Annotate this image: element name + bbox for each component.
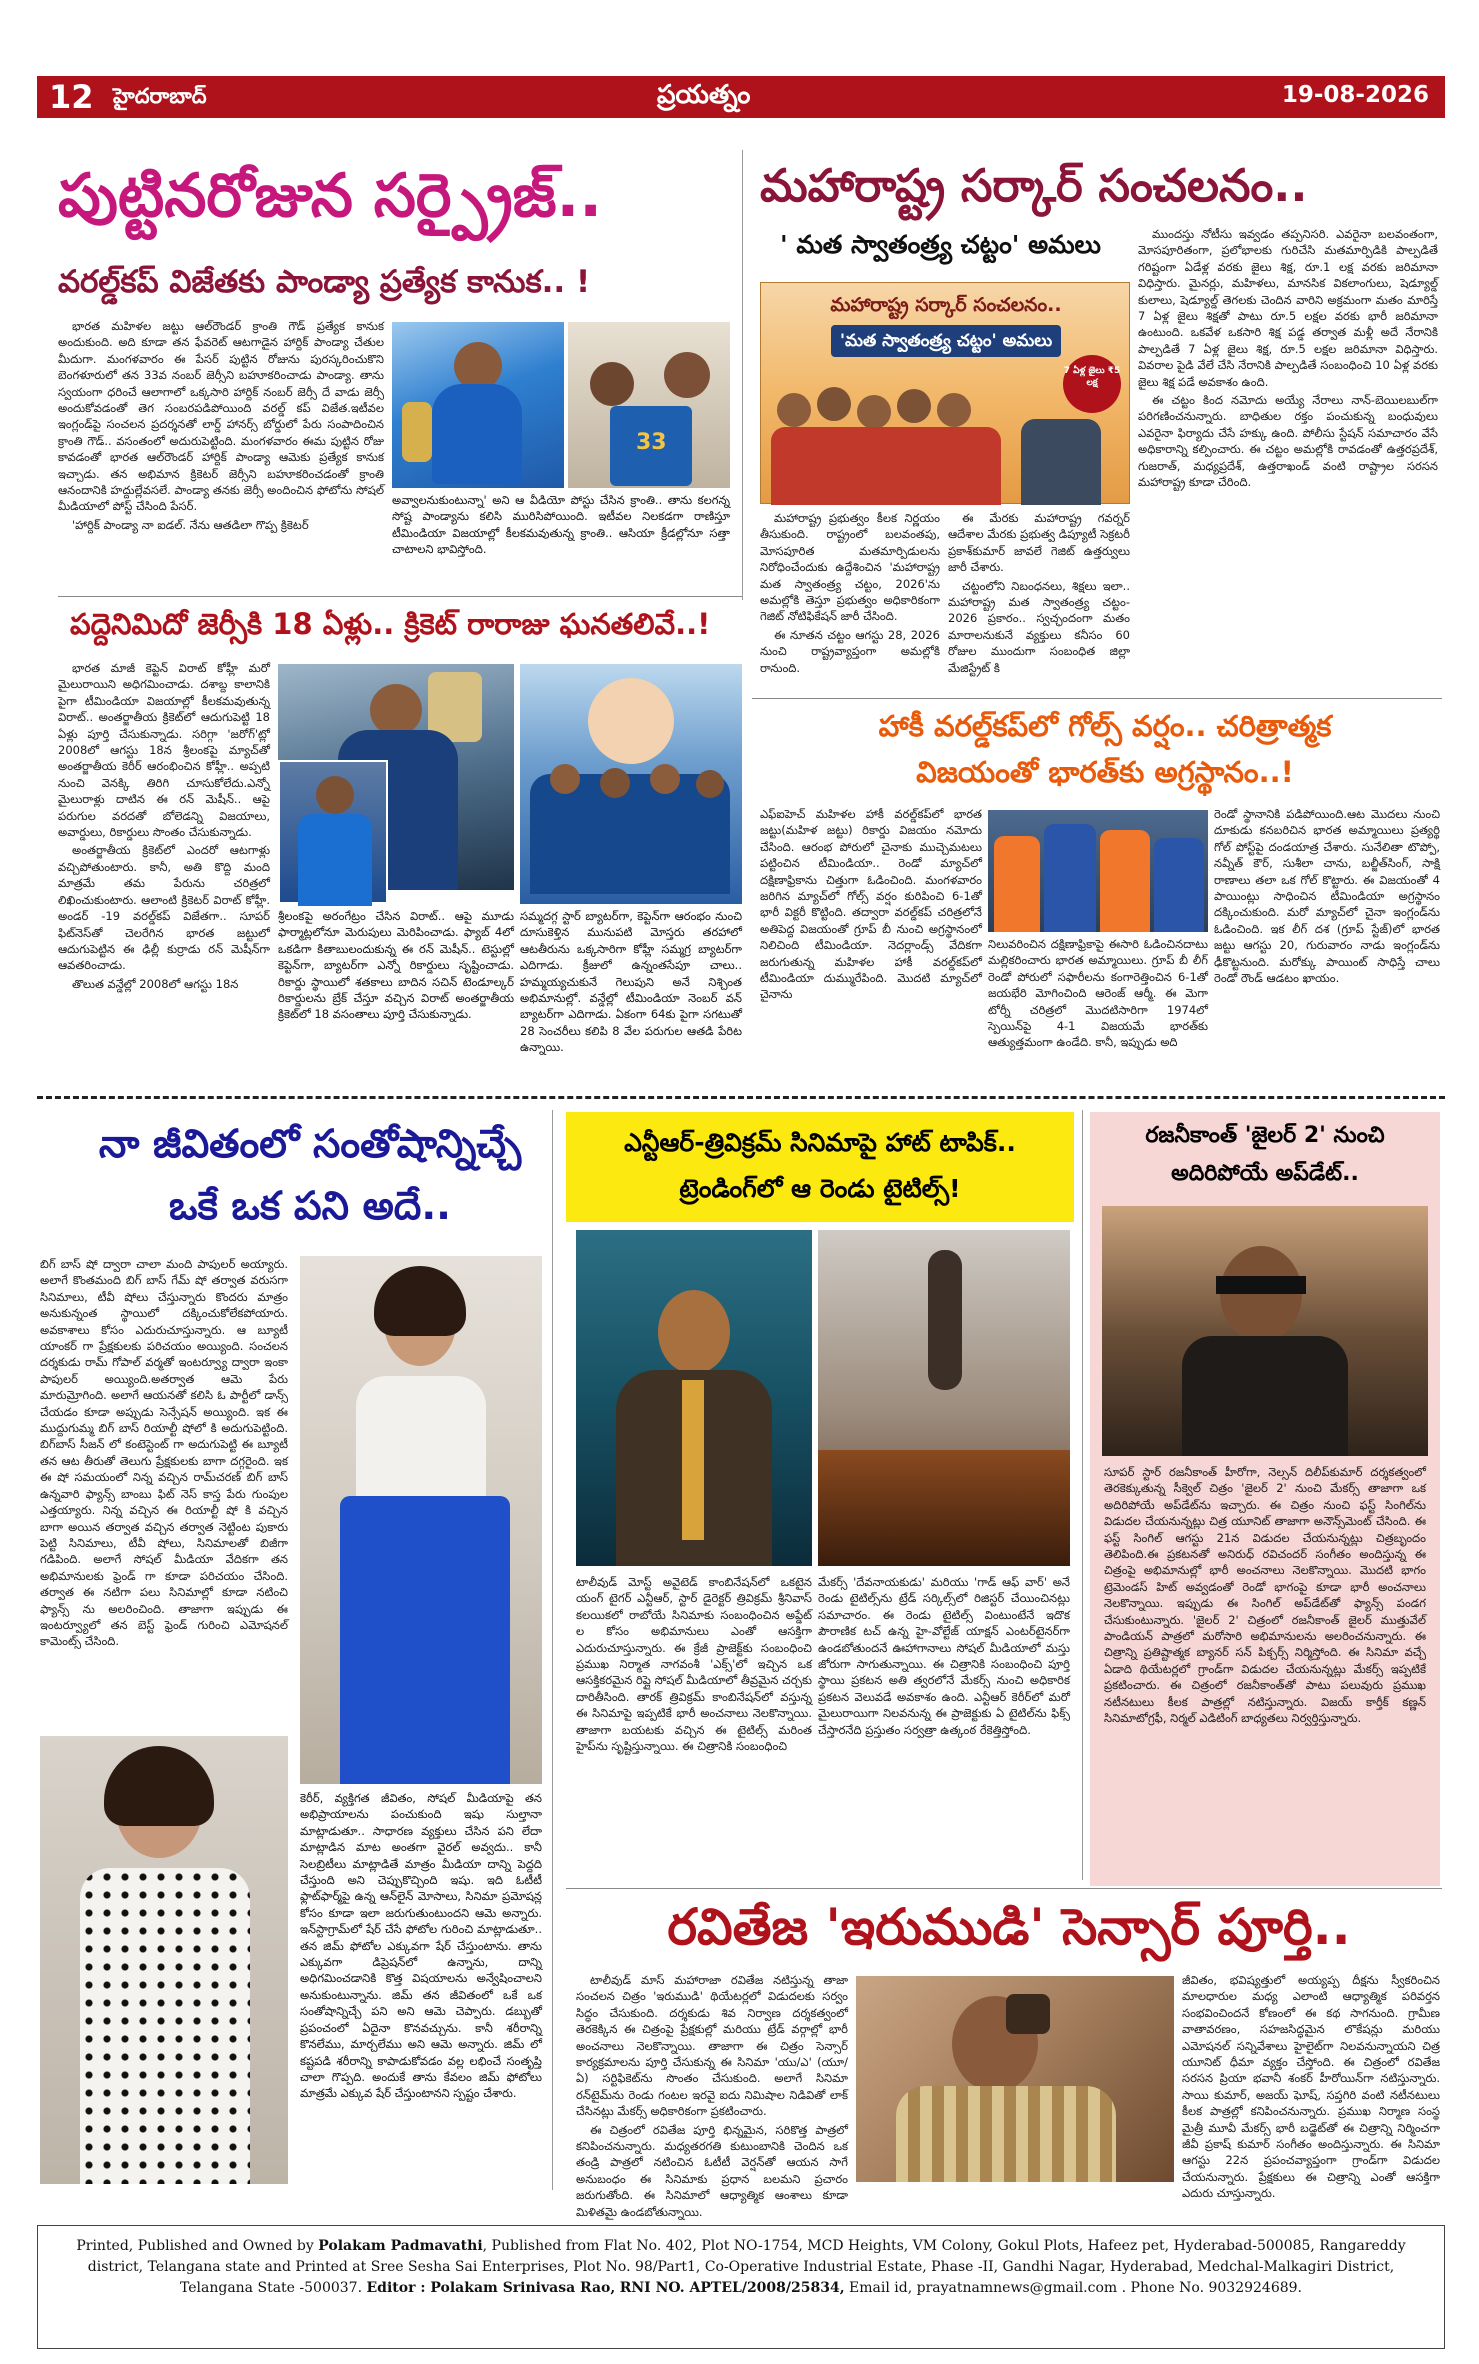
- kohli-photo-young: [278, 760, 388, 904]
- maharashtra-subhead: ' మత స్వాతంత్ర్య చట్టం' అమలు: [780, 230, 1101, 259]
- ntr-body-right: మేకర్స్ 'దేవనాయకుడు' మరియు 'గాడ్ ఆఫ్ వార్' అనే రెండు టైటిల్స్‌ను ట్రేడ్ సర్కిల్స్‌లో రిజిస్టర్ చేయించినట్లు సమాచారం. ఈ రెండు టైటిల్స్ వింటుంటేనే ఇదొక పౌరాణిక టచ్ ఉన్న హై-వోల్టేజ్ యాక్షన్ ఎంటర్‌టైనర్‌గా ఉండబోతుందనే ఊహాగానాలు సోషల్ మీడియాలో మస్తు జోరుగా సాగుతున్నాయి. ఈ చిత్రానికి సంబంధించి పూర్తి స్థాయి ప్రకటన అతి త్వరలోనే మేకర్స్ నుంచి అధికారిక ప్రకటన వెలువడే అవకాశం ఉంది. ఎన్టీఆర్ కెరీర్‌లో మరో మైలురాయిగా నిలవనున్న ఈ ప్రాజెక్టుకు ఏ టైటిల్‌ను ఫిక్స్ చేస్తారనేది ప్రస్తుతం సర్వత్రా ఉత్కంఠ రేకెత్తిస్తోంది.: [818, 1575, 1070, 1737]
- jailer-photo-rajinikanth: [1102, 1206, 1428, 1456]
- maharashtra-headline: మహారాష్ట్ర సర్కార్ సంచలనం..: [760, 159, 1308, 212]
- anchor-headline-line2: ఒకే ఒక పని అదే..: [169, 1184, 451, 1229]
- edition-city: హైదరాబాద్: [113, 84, 207, 108]
- kohli-caption-left: శ్రీలంకపై అరంగేట్రం చేసిన విరాట్.. ఆపై మూడు ఫార్మాట్లలోనూ మెరుపులు మెరిపించాడు. ఫ్యాబ్ 4లో ఒకడిగా కితాబులందుకున్న ఈ రన్ మెషీన్.. టెస్టుల్లో కెప్టెన్‌గా, బ్యాటర్‌గా ఎన్నో రికార్డులు సృష్టించాడు. రికార్డు స్థాయిలో శతకాలు బాదిన సచిన్ టెండూల్కర్ రికార్డులను బ్రేక్ చేస్తూ వచ్చిన విరాట్ అంతర్జాతీయ క్రికెట్‌లో 18 వసంతాలు పూర్తి చేసుకున్నాడు.: [278, 909, 514, 1022]
- page-number: 12: [49, 78, 94, 116]
- column-divider: [742, 150, 743, 600]
- pandya-photo-jersey-gift: 33: [568, 322, 730, 488]
- pandya-subhead: వరల్డ్‌కప్ విజేతకు పాండ్యా ప్రత్యేక కానుక.. !: [58, 264, 591, 300]
- imprint-text: , Published from Flat No. 402, Plot NO-1754, MCD Heights, VM Colony, Gokul Plots, Hafeez pet, Hyderabad-500085, Rangareddy district, Telangana state and Printed at Sree Sesha Sai Enterprises, Plot No. 98/Part1, Co-Operative Industrial Estate, Phase -II, Gandhi Nagar, Hyderabad, Medchal-Malkagiri District, Telangana State -500037.: [87, 2238, 1406, 2296]
- hockey-body-right: రెండో స్థానానికి పడిపోయింది.ఆట మొదలు నుంచి దూకుడు కనబరిచిన భారత అమ్మాయిలు ప్రత్యర్థి గోల్ పోస్ట్‌పై దండయాత్ర చేశారు. సునేలితా టొప్పో, నవ్నీత్ కౌర్, సుశీలా చాను, బల్జీత్‌సింగ్, సాక్షి రాణాలు తలా ఒక గోల్ కొట్టారు. ఈ విజయంతో 4 పాయింట్లు సాధించిన టీమిండియా అగ్రస్థానం దక్కించుకుంది. మరో మ్యాచ్‌లో చైనా ఇంగ్లండ్‌ను ఓడించింది. ఇక లీగ్ దశ (గ్రూప్ స్టేజ్)లో భారత జట్టు ఆగస్టు 20, గురువారం నాడు ఇంగ్లండ్‌ను ఢీకొట్టనుంది. మరోక్కు పాయింట్ సాధిస్తే చాలు రెండో రౌండ్ ఆడటం ఖాయం.: [1214, 807, 1440, 986]
- raviteja-body-right: జీవితం, భవిష్యత్తులో అయ్యప్ప దీక్షను స్వీకరించిన మాలధారుల మధ్య ఎలాంటి ఆధ్యాత్మిక పరివర్తన సంభవించిందనే కోణంలో ఈ కథ సాగనుంది. గ్రామీణ వాతావరణం, సహజసిద్ధమైన లొకేషన్లు మరియు ఎమోషనల్ సన్నివేశాలు హైలైట్‌గా నిలవనున్నాయని చిత్ర యూనిట్ ధీమా వ్యక్తం చేస్తోంది. ఈ చిత్రంలో రవితేజ సరసన ప్రియా భవానీ శంకర్ హీరోయిన్‌గా నటిస్తున్నారు. సాయి కుమార్, అజయ్ ఘోష్, సప్తగిరి వంటి నటీనటులు కీలక పాత్రల్లో కనిపించనున్నారు. ప్రముఖ నిర్మాణ సంస్థ మైత్రీ మూవీ మేకర్స్ భారీ బడ్జెట్‌తో ఈ చిత్రాన్ని నిర్మించగా జీవీ ప్రకాష్ కుమార్ సంగీతం అందిస్తున్నారు. ఈ సినిమా ఆగస్టు 22న ప్రపంచవ్యాప్తంగా గ్రాండ్‌గా విడుదల చేయనున్నారు. ప్రేక్షకులు ఈ చిత్రాన్ని ఎంతో ఆసక్తిగా ఎదురు చూస్తున్నారు.: [1182, 1973, 1440, 2201]
- hockey-photo-team-celebration: [988, 810, 1208, 932]
- maharashtra-paragraph: ఈ మేరకు మహారాష్ట్ర గవర్నర్ ఆదేశాల మేరకు ప్రభుత్వ డిప్యూటీ సెక్రటరీ ప్రకాశ్‌కుమార్ జావలే గెజిట్ ఉత్తర్వులు జారీ చేశారు.: [948, 511, 1130, 575]
- ntr-poster-left: [576, 1230, 812, 1566]
- kohli-paragraph: అంతర్జాతీయ క్రికెట్‌లో ఎందరో ఆటగాళ్లు వచ్చిపోతుంటారు. కానీ, అతి కొద్ది మంది మాత్రమే తమ పేరును చరిత్రలో లిఖించుకుంటారు. ఆలాంటి క్రికెటర్ విరాట్ కోహ్లీ. అండర్ -19 వరల్డ్‌కప్ విజేతగా.. సూపర్ ఫిట్‌నెస్‌తో చెలరేగిన భారత జట్టులో ఆదుగుపెట్టిన ఈ ఢిల్లీ కుర్రాడు రన్ మెషీన్‌గా ఆవతరించాడు.: [58, 843, 270, 973]
- maharashtra-paragraph: ముందస్తు నోటీసు ఇవ్వడం తప్పనిసరి. ఎవరైనా బలవంతంగా, మోసపూరితంగా, ప్రలోభాలకు గురిచేసి మతమార్పిడికి పాల్పడితే గరిష్టంగా ఏడేళ్ల వరకు జైలు శిక్ష, రూ.1 లక్ష వరకు జరిమానా విధిస్తారు. మైనర్లు, మహిళలు, మానసిక వికలాంగులు, షెడ్యూల్డ్ కులాలు, షెడ్యూల్డ్ తెగలకు చెందిన వారిని అక్రమంగా మతం మారిస్తే 7 ఏళ్ల జైలు శిక్షతో పాటు రూ.5 లక్షల వరకు భారీ జరిమానా ఉంటుంది. ఒకవేళ ఒకసారి శిక్ష పడ్డ తర్వాత మళ్లీ అదే నేరానికి పాల్పడితే 7 ఏళ్ల జైలు శిక్ష, రూ.5 లక్షల జరిమానా విధిస్తారు. వివరాల పైడి వేలే చేసి నేరానికి పాల్పడితే సంబంధించి 10 ఏళ్ల వరకు జైలు శిక్ష పడే అవకాశం ఉంది.: [1138, 227, 1438, 389]
- raviteja-paragraph: టాలీవుడ్ మాస్ మహారాజా రవితేజ నటిస్తున్న తాజా సంచలన చిత్రం 'ఇరుముడి' థియేటర్లలో విడుదలకు సర్వం సిద్ధం చేసుకుంది. దర్శకుడు శివ నిర్వాణ దర్శకత్వంలో తెరకెక్కిన ఈ చిత్రంపై ప్రేక్షకుల్లో మరియు ట్రేడ్ వర్గాల్లో భారీ అంచనాలు నెలకొన్నాయి. తాజాగా ఈ చిత్రం సెన్సార్ కార్యక్రమాలను పూర్తి చేసుకున్న ఈ సినిమా 'యు/ఎ' (యూ/ఏ) సర్టిఫికెట్‌ను సొంతం చేసుకుంది. అలాగే సినిమా రన్‌టైమ్‌ను రెండు గంటల ఇరవై ఐదు నిమిషాల నిడివితో లాక్ చేసినట్లు మేకర్స్ అధికారికంగా ప్రకటించారు.: [576, 1973, 848, 2119]
- raviteja-photo-drinking: [856, 1976, 1174, 2182]
- section-divider: [566, 1888, 1442, 1889]
- imprint-text: Printed, Published and Owned by: [76, 2238, 319, 2254]
- maharashtra-body-right: [1138, 226, 1438, 730]
- maharashtra-graphic: [760, 282, 1130, 504]
- imprint-owner: Polakam Padmavathi: [318, 2238, 483, 2254]
- section-divider: [752, 698, 1442, 699]
- maharashtra-paragraph: ఈ చట్టం కింద నమోదు అయ్యే నేరాలు నాన్-బెయిలబుల్‌గా పరిగణించనున్నారు. బాధితుల రక్తం పంచుకున్న బంధువులు ఎవరైనా ఫిర్యాదు చేసే హక్కు ఉంది. పోలీసు స్టేషన్ సమాచారం వేసే అధికారాన్ని కల్పించారు. ఈ చట్టం అమల్లోకి రావడంతో ఉత్తరప్రదేశ్, గుజరాత్, మధ్యప్రదేశ్, ఉత్తరాఖండ్ వంటి రాష్ట్రాల సరసన మహారాష్ట్ర కూడా చేరింది.: [1138, 393, 1438, 490]
- pandya-paragraph: భారత మహిళల జట్టు ఆల్‌రౌండర్ క్రాంతి గౌడ్ ప్రత్యేక కానుక అందుకుంది. అది కూడా తన ఫేవరెట్ ఆటగాడైన హార్దిక్ పాండ్యా చేతుల మీదుగా. మంగళవారం ఈ పేసర్ పుట్టిన రోజును పురస్కరించుకొని బెంగళూరులో తన 33వ నంబర్ జెర్సీని బహూకరించాడు పాండ్యా. తాను స్వయంగా ధరించే ఆలాగాలో ఒక్కసారి హార్దిక్ నంబర్ జెర్సీ దే వాడు జెర్సీ అందుకోవడంతో తెగ సంబరపడిపోయింది వరల్డ్ కప్ విజేత.ఇటీవల ఇంగ్లండ్‌పై సంచలన ప్రదర్శనతో లార్డ్ హానర్స్ బోర్డులో పేరు సంపాదించిన క్రాంతి గౌడ్.. వసంతంలో అదురుపెట్టింది. మంగళవారం ఈమ పుట్టిన రోజు కావడంతో భారత ఆల్‌రౌండర్ హార్దిక్ పాండ్యా ఆమెకు ప్రత్యేక కానుక ఇచ్చాడు. తన అభిమాన క్రికెటర్ జెర్సీని బహూకరించడంతో క్రాంతి ఆనందానికి హద్దుల్లేవసలే. పాండ్యా తనకు జెర్సీ అందించిన ఫోటోను సోషల్ మీడియాలో పోస్ట్ చేసింది పేసర్.: [58, 319, 384, 514]
- issue-date: 19-08-2026: [1281, 82, 1429, 108]
- pandya-photo-player-with-trophy: [392, 322, 564, 488]
- raviteja-paragraph: ఈ చిత్రంలో రవితేజ పూర్తి భిన్నమైన, సరికొత్త పాత్రలో కనిపించనున్నారు. మధ్యతరగతి కుటుంబానికి చెందిన ఒక తండ్రి పాత్రలో నటించిన ఓటీటీ వెర్షన్‌తో ఆయన సాగే అనుబంధం ఈ సినిమాకు ప్రధాన బలమని ప్రచారం జరుగుతోంది. ఈ సినిమాలో ఆధ్యాత్మిక ఆంశాలు కూడా మిళితమై ఉండబోతున్నాయి.: [576, 2122, 848, 2219]
- imprint-rni: RNI NO. APTEL/2008/25834,: [619, 2280, 845, 2296]
- kohli-body: [58, 660, 270, 1080]
- jailer-box: [1090, 1112, 1440, 1886]
- raviteja-headline: రవితేజ 'ఇరుముడి' సెన్సార్ పూర్తి..: [667, 1898, 1351, 1956]
- pandya-headline: పుట్టినరోజున సర్ప్రైజ్..: [58, 161, 603, 231]
- pandya-paragraph: 'హార్దిక్ పాండ్యా నా ఐడల్. నేను ఆతడిలా గొప్ప క్రికెటర్: [72, 517, 309, 532]
- anchor-photo-caption: కెరీర్, వ్యక్తిగత జీవితం, సోషల్ మీడియాపై తన అభిప్రాయాలను పంచుకుంది ఇషు సుల్తానా మాట్లాడుతూ.. సాధారణ వ్యక్తులు చేసిన పని లేదా మాట్లాడిన మాట అంతగా వైరల్ అవ్వదు.. కానీ సెలబ్రిటీలు మాట్లాడితే మాత్రం మీడియా దాన్ని పెద్దది చేస్తుంది అని చెప్పుకొచ్చింది ఇషు. ఇది ఓటీటీ ఫ్లాట్‌ఫార్మ్‌పై ఉన్న ఆన్‌లైన్ మోసాలు, సినిమా ప్రమోషన్ల కోసం కూడా ఇలా జరుగుతుంటుందని ఆమె అన్నారు. ఇన్‌స్టాగ్రామ్‌లో షేర్ చేసే ఫోటోల గురించి మాట్లాడుతూ.. తన జిమ్ ఫోటోల ఎక్కువగా షేర్ చేస్తుంటాను. తాను ఎక్కువగా డిప్రెషన్‌లో ఉన్నాను, దాన్ని అధిగమించడానికి కొత్త విషయాలను అన్వేషించాలని అనుకుంటున్నాను. జిమ్ తన జీవితంలో ఒకే ఒక సంతోషాన్నిచ్చే పని అని ఆమె చెప్పారు. డబ్బుతో ప్రపంచంలో ఏదైనా కొనవచ్చును. కానీ శరీరాన్ని కొనలేము, మార్చలేము అని ఆమె అన్నారు. జిమ్ లో కష్టపడి శరీరాన్ని కాపాడుకోవడం వల్ల లభించే సంతృప్తి చాలా గొప్పది. అందుకే తాను కేవలం జిమ్ ఫోటోలు మాత్రమే ఎక్కువ షేర్ చేస్తుంటానని స్పష్టం చేశారు.: [300, 1791, 542, 2101]
- anchor-photo-saree: [300, 1256, 542, 1784]
- imprint-footer: [37, 2225, 1445, 2349]
- kohli-paragraph: తొలుత వన్డేల్లో 2008లో ఆగస్టు 18న: [72, 976, 239, 991]
- jailer-headline-line2: అదిరిపోయే అప్‌డేట్..: [1171, 1161, 1359, 1186]
- ntr-headline-box: [566, 1112, 1074, 1222]
- ntr-poster-right: [818, 1230, 1070, 1566]
- maharashtra-graphic-subtitle: 'మత స్వాతంత్ర్య చట్టం' అమలు: [831, 325, 1061, 357]
- anchor-headline-line1: నా జీవితంలో సంతోషాన్నిచ్చే: [98, 1122, 522, 1167]
- ntr-body-left: టాలీవుడ్ మోస్ట్ అవైటెడ్ కాంబినేషన్‌లో ఒకటైన యంగ్ టైగర్ ఎన్టీఆర్, స్టార్ డైరెక్టర్ త్రివిక్రమ్ శ్రీనివాస్ కలయికలో రాబోయే సినిమాకు సంబంధించిన అప్డేట్ ల కోసం అభిమానులు ఎంతో ఆసక్తిగా ఎదురుచూస్తున్నారు. ఈ క్రేజీ ప్రాజెక్ట్‌కు సంబంధించి ప్రముఖ నిర్మాత నాగవంశీ 'ఎక్స్‌'లో ఇచ్చిన ఒక ఆసక్తికరమైన రిప్లై సోషల్ మీడియాలో తీవ్రమైన చర్చకు దారితీసింది. తారక్ త్రివిక్రమ్ కాంబినేషన్‌లో వస్తున్న ఈ సినిమాపై ఇప్పటికే భారీ అంచనాలు నెలకొన్నాయి. తాజాగా బయటకు వచ్చిన ఈ టైటిల్స్ మరింత హైప్‌ను సృష్టిస్తున్నాయి. ఈ చిత్రానికి సంబంధించి: [576, 1575, 812, 1754]
- pandya-photo-caption: అవ్వాలనుకుంటున్నా' అని ఆ వీడియో పోస్టు చేసిన క్రాంతి.. తాను కలగన్న సోష్ట పాండ్యాను కలిసి మురిసిపోయింది. ఇటీవల నిలకడగా రాణిస్తూ టీమిండియా విజయాల్లో కీలకమవుతున్న క్రాంతి.. ఆసియా క్రీడల్లోనూ సత్తా చాటాలని భావిస్తోంది.: [392, 493, 730, 557]
- maharashtra-paragraph: మహారాష్ట్ర ప్రభుత్వం కీలక నిర్ణయం తీసుకుంది. రాష్ట్రంలో బలవంతపు, మోసపూరిత మతమార్పిడులను నిరోధించేందుకు ఉద్దేశించిన 'మహారాష్ట్ర మత స్వాతంత్ర్య చట్టం, 2026'ను అమల్లోకి తెస్తూ ప్రభుత్వం అధికారికంగా గెజిట్ నోటిఫికేషన్ జారీ చేసింది.: [760, 511, 940, 624]
- anchor-body: బిగ్ బాస్ షో ద్వారా చాలా మంది పాపులర్ అయ్యారు. అలాగే కొంతమంది బిగ్ బాస్ గేమ్ షో తర్వాత వరుసగా సినిమాలు, టీవీ షోలు చేస్తున్నారు కొందరు మాత్రం అనుకున్నంత స్థాయిలో దక్కించుకోలేకపోయారు. అవకాశాలు కోసం ఎదురుచూస్తున్నారు. ఆ బ్యూటీ యాంకర్ గా ప్రేక్షకులకు పరిచయం అయ్యింది. సంచలన దర్శకుడు రామ్ గోపాల్ వర్మతో ఇంటర్వ్యూ ద్వారా ఇంకా పాపులర్ అయ్యింది.అతర్వాత ఆమె పేరు మారుమ్రోగింది. అలాగే ఆయనతో కలిసి ఓ పార్టీలో డాన్స్ చేయడం కూడా అప్పుడు సెన్సేషన్ అయ్యింది. ఇక ఈ ముద్దుగుమ్మ బిగ్ బాస్ రియాల్టీ షోలో కి అదుగుపెట్టింది. బిగ్‌బాస్ సీజన్ లో కంటెస్టెంట్ గా అదుగుపెట్టి ఈ బ్యూటీ తన ఆట తీరుతో తెలుగు ప్రేక్షకులకు బాగా దగ్గరైంది. ఇక ఈ షో సమయంలో నిన్న వచ్చిన రామ్‌చరణ్ బిగ్ బాస్ ఉన్నవారి ఫ్యాన్స్ బాంబు ఫిట్ నెస్ కాస్త పేరు గుంపుల ఎత్తయ్యారు. నిన్న వచ్చిన ఈ రియాల్టీ షో కి వచ్చిన బాగా అయిన తర్వాత వచ్చిన తర్వాత నెట్టింట పుకారు పెట్టి సినిమాలు, టీవీ షోలు, సినిమాలతో బిజీగా గడిపింది. అలాగే సోషల్ మీడియా వేదికగా తన అభిమానులకు ఫ్రెండ్ గా కూడా పరిచయం చేసింది. తర్వాత ఈ నటిగా పలు సినిమాల్లో కూడా నటించి ఫ్యాన్స్ ను అలరించింది. తాజాగా ఇప్పుడు ఈ ఇంటర్వ్యూలో తన బెస్ట్ ఫ్రెండ్ గురించి ఎమోషనల్ కామెంట్స్ చేసింది.: [40, 1257, 288, 1649]
- kohli-photo-team-collage: [520, 664, 742, 904]
- column-divider: [552, 1110, 553, 2190]
- maharashtra-body-left: [760, 510, 940, 730]
- hockey-headline-line2: విజయంతో భారత్‌కు అగ్రస్థానం..!: [916, 755, 1294, 789]
- imprint-editor: Editor : Polakam Srinivasa Rao,: [366, 2280, 616, 2296]
- jailer-body: సూపర్ స్టార్ రజనీకాంత్ హీరోగా, నెల్సన్ దిలీప్‌కుమార్ దర్శకత్వంలో తెరకెక్కుతున్న సీక్వెల్ చిత్రం 'జైలర్ 2' నుంచి మేకర్స్ తాజాగా ఒక అదిరిపోయే అప్‌డేట్‌ను ఇచ్చారు. ఈ చిత్రం నుంచి ఫస్ట్ సింగిల్‌ను విడుదల చేయనున్నట్లు చిత్ర యూనిట్ తాజాగా అనౌన్స్‌మెంట్ చేసింది. ఈ ఫస్ట్ సింగిల్ ఆగస్టు 21న విడుదల చేయనున్నట్లు చిత్రబృందం తెలిపింది.ఈ ప్రకటనతో అనిరుధ్ రవిచందర్ సంగీతం అందిస్తున్న ఈ చిత్రంపై అభిమానుల్లో భారీ అంచనాలు నెలకొన్నాయి. మొదటి భాగం ట్రెమెండస్ హిట్ అవ్వడంతో రెండో భాగంపై కూడా భారీ అంచనాలు నెలకొన్నాయి. ఇప్పుడు ఈ సింగిల్ అప్‌డేట్‌తో ఫ్యాన్స్ పండగ చేసుకుంటున్నారు. 'జైలర్ 2' చిత్రంలో రజనీకాంత్ జైలర్ ముత్తువేల్ పాండియన్ పాత్రలో మరోసారి అభిమానులను అలరించనున్నారు. ఈ చిత్రాన్ని ప్రతిష్టాత్మక బ్యానర్ సన్ పిక్చర్స్ నిర్మిస్తోంది. ఈ సినిమా వచ్చే ఏడాది థియేటర్లలో గ్రాండ్‌గా విడుదల చేయనున్నట్లు మేకర్స్ ఇప్పటికే ప్రకటించారు. ఈ చిత్రంలో రజనీకాంత్‌తో పాటు పలువురు ప్రముఖ నటీనటులు కీలక పాత్రల్లో నటిస్తున్నారు. విజయ్ కార్తీక్ కణ్ణన్ సినిమాటోగ్రఫీ, నిర్మల్ ఎడిటింగ్ బాధ్యతలు నిర్వర్తిస్తున్నారు.: [1104, 1465, 1426, 1726]
- newspaper-name: ప్రయత్నం: [657, 80, 751, 110]
- maharashtra-graphic-badge: 7 ఏళ్ల జైలు ₹5 లక్ష: [1063, 355, 1121, 413]
- section-divider: [58, 596, 742, 597]
- maharashtra-paragraph: ఈ నూతన చట్టం ఆగస్టు 28, 2026 నుంచి రాష్ట్రవ్యాప్తంగా అమల్లోకి రానుంది.: [760, 627, 940, 675]
- raviteja-body-left: [576, 1972, 848, 2219]
- page-section-divider: [37, 1096, 1445, 1099]
- ntr-headline-line1: ఎన్టీఆర్-త్రివిక్రమ్ సినిమాపై హాట్ టాపిక్..: [624, 1128, 1016, 1157]
- kohli-caption-right: సమ్మదగ్గ స్టార్ బ్యాటర్‌గా, కెప్టెన్‌గా ఆరంభం నుంచి దూసుకెళ్తిన మునుపటి మోస్తరు తరహాలో ఆటతీరును ఒక్కసారిగా కోహ్లీ సమ్మగ్ర బ్యాటర్‌గా ఎదిగాడు. క్రీజులో ఉన్నంతసేపూ చాలు.. హమ్మయ్యచుకునే గెలుపుని అనే నిశ్చింత అభిమానుల్లో. వన్డేల్లో టీమిండియా నెంబర్ వన్ బ్యాటర్‌గా ఎదిగాడు. ఏకంగా 64కు పైగా సగటుతో 28 సెంచరీలు కలిపి 8 వేల పరుగుల ఆతడి పేరిట ఉన్నాయి.: [520, 909, 742, 1055]
- anchor-photo-polka-dress: [40, 1736, 288, 2184]
- kohli-headline: పద్దెనిమిదో జెర్సీకి 18 ఏళ్లు.. క్రికెట్ రారాజు ఘనతలివే..!: [70, 607, 711, 641]
- hockey-body-left: ఎఫ్ఐహెచ్ మహిళల హాకీ వరల్డ్‌కప్‌లో భారత జట్టు(మహిళ జట్టు) రికార్డు విజయం నమోదు చేసింది. ఆరంభ పోరులో చైనాకు ముచ్చెమటలు పట్టించిన టీమిండియా.. రెండో మ్యాచ్‌లో దక్షిణాఫ్రికాను చిత్తుగా ఓడించింది. మంగళవారం జరిగిన మ్యాచ్‌లో గోల్స్ వర్షం కురిపించి 6-1తో భారీ విక్టరీ కొట్టింది. తద్వారా వరల్డ్‌కప్ చరిత్రలోనే అతిపెద్ద విజయంతో గ్రూప్ బీ నుంచి అగ్రస్థానంలో నిలిచింది టీమిండియా. నెదర్లాండ్స్ వేదికగా జరుగుతున్న మహిళల హాకీ వరల్డ్‌కప్‌లో టీమిండియా దుమ్మురేపింది. మొదటి మ్యాచ్‌లో చైనాను: [760, 807, 982, 1002]
- hockey-headline-line1: హాకీ వరల్డ్‌కప్‌లో గోల్స్ వర్షం.. చరిత్రాత్మక: [878, 709, 1332, 743]
- jailer-headline-line1: రజనీకాంత్ 'జైలర్ 2' నుంచి: [1145, 1123, 1385, 1148]
- maharashtra-body-mid: [948, 510, 1130, 730]
- ntr-headline-line2: ట్రెండింగ్‌లో ఆ రెండు టైటిల్స్!: [679, 1174, 961, 1203]
- masthead-bar: [37, 76, 1445, 118]
- maharashtra-graphic-title: మహారాష్ట్ర సర్కార్ సంచలనం..: [830, 294, 1062, 316]
- column-divider: [1082, 1110, 1083, 1880]
- kohli-paragraph: భారత మాజీ కెప్టెన్ విరాట్ కోహ్లీ మరో మైలురాయిని అధిగమించాడు. దశాబ్ద కాలానికి పైగా టీమిండియా విజయాల్లో కీలకమవుతున్న విరాట్.. అంతర్జాతీయ క్రికెట్‌లో ఆదుగుపెట్టి 18 ఏళ్లు పూర్తి చేసుకున్నాడు. సరిగ్గా 'జరోగ్'ట్లో 2008లో ఆగస్టు 18న శ్రీలంకపై మ్యాచ్‌తో అంతర్జాతీయ కెరీర్ ఆరంభించిన కోహ్లీ.. అప్పటి నుంచి వెనక్కి తిరిగి చూసుకోలేదు.ఎన్నో మైలురాళ్లు దాటిన ఈ రన్ మెషీన్.. ఆపై పరుగుల వరదతో బోలెడన్ని విజయాలు, అవార్డులు, రికార్డులు సొంతం చేసుకున్నాడు.: [58, 661, 270, 840]
- imprint-contact: Email id, prayatnamnews@gmail.com . Phone No. 9032924689.: [844, 2280, 1302, 2296]
- maharashtra-paragraph: చట్టంలోని నిబంధనలు, శిక్షలు ఇలా.. మహారాష్ట్ర మత స్వాతంత్ర్య చట్టం- 2026 ప్రకారం.. స్వచ్ఛందంగా మతం మారాలనుకునే వ్యక్తులు కనీసం 60 రోజుల ముందుగా సంబంధిత జిల్లా మేజిస్ట్రేట్ కి: [948, 578, 1130, 675]
- pandya-body: [58, 318, 384, 588]
- hockey-body-mid: నిలువరించిన దక్షిణాఫ్రికాపై ఈసారి ఓడించినదాటు మల్లికరించారు భారత అమ్మాయిలు. గ్రూప్ బీ లీగ్ రెండో పోరులో సఫారీలను కంగారెత్తించిన 6-1తో జయభేరి మోగించింది ఆరెంజ్ ఆర్మీ. ఈ మెగా టోర్నీ చరిత్రలో మొదటిసారిగా 1974లో స్పెయిన్‌పై 4-1 విజయమే భారత్‌కు ఆత్యుత్తమంగా ఉండేది. కానీ, ఇప్పుడు అది: [988, 937, 1208, 1050]
